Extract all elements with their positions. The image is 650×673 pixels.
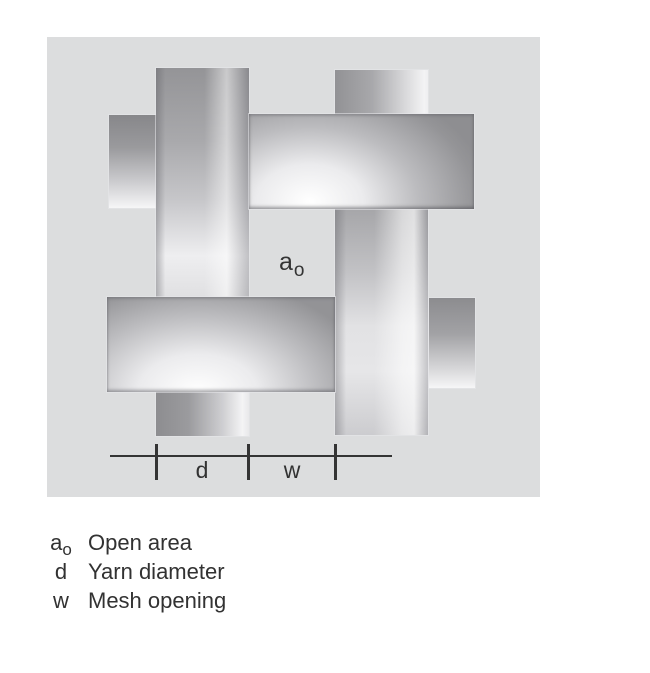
yarn-warp-right bbox=[335, 209, 428, 435]
legend bbox=[47, 530, 226, 617]
yarn-weft-bottom bbox=[107, 297, 335, 392]
yarn-warp-right-top-end bbox=[335, 70, 428, 114]
open-area-label bbox=[279, 248, 305, 281]
legend-symbol-ao bbox=[47, 530, 75, 559]
yarn-warp-left bbox=[156, 68, 249, 297]
legend-row-mesh-opening bbox=[47, 588, 226, 617]
legend-symbol-ao-subscript: o bbox=[62, 540, 72, 559]
mesh-diagram-panel bbox=[47, 37, 540, 497]
legend-row-yarn-diameter bbox=[47, 559, 226, 588]
yarn-weft-bottom-right-end bbox=[429, 298, 475, 388]
legend-description-mesh-opening: Mesh opening bbox=[88, 588, 227, 613]
legend-symbol-d-base: d bbox=[54, 559, 68, 584]
legend-symbol-w bbox=[47, 588, 75, 614]
yarn-diameter-dim-label: d bbox=[195, 457, 209, 483]
yarn-warp-left-bottom-end bbox=[156, 392, 249, 436]
yarn-weft-top-left-end bbox=[109, 115, 156, 208]
yarn-weft-top bbox=[249, 114, 474, 209]
open-area-symbol-base: a bbox=[279, 248, 293, 276]
legend-description-yarn-diameter: Yarn diameter bbox=[88, 559, 225, 584]
mesh-opening-dim-label: w bbox=[283, 457, 301, 483]
legend-symbol-w-base: w bbox=[53, 588, 69, 613]
legend-row-open-area bbox=[47, 530, 226, 559]
open-area-symbol-subscript: o bbox=[293, 260, 305, 281]
legend-description-open-area: Open area bbox=[88, 530, 192, 555]
legend-symbol-ao-base: a bbox=[50, 530, 63, 555]
legend-symbol-d bbox=[47, 559, 75, 585]
